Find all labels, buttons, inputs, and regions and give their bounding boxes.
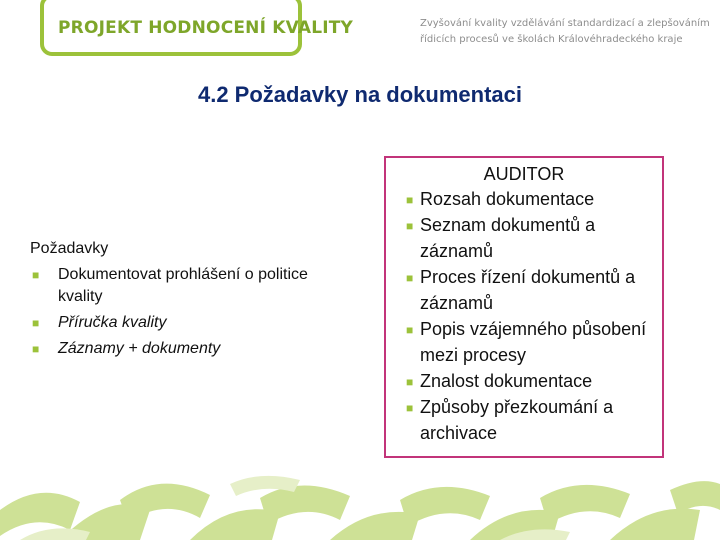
list-item-label: Způsoby přezkoumání a archivace <box>420 397 614 443</box>
decorative-green-pattern <box>0 440 720 540</box>
list-item <box>406 212 654 264</box>
square-bullet-icon: ■ <box>406 323 414 337</box>
requirements-list <box>30 264 350 360</box>
list-item-label: Seznam dokumentů a záznamů <box>420 215 596 261</box>
requirements-block <box>30 238 350 360</box>
list-item-label: Dokumentovat prohlášení o politice kvality <box>58 266 308 305</box>
requirements-heading: Požadavky <box>30 240 109 257</box>
project-logo <box>40 0 354 56</box>
list-item <box>406 394 654 446</box>
list-item-label: Proces řízení dokumentů a záznamů <box>420 267 636 313</box>
square-bullet-icon: ■ <box>406 375 414 389</box>
header-tagline <box>420 16 710 48</box>
slide-title: 4.2 Požadavky na dokumentaci <box>197 82 523 107</box>
list-item <box>30 312 350 334</box>
list-item-label: Popis vzájemného působení mezi procesy <box>420 319 647 365</box>
tagline-line: Zvyšování kvality vzdělávání standardizací a zlepšováním <box>420 18 710 29</box>
list-item-label: Příručka kvality <box>58 314 167 331</box>
auditor-list <box>386 186 662 446</box>
list-item-label: Rozsah dokumentace <box>420 189 595 209</box>
square-bullet-icon: ■ <box>32 316 40 330</box>
list-item <box>406 264 654 316</box>
square-bullet-icon: ■ <box>406 219 414 233</box>
logo-text: PROJEKT HODNOCENÍ KVALITY <box>58 18 354 38</box>
square-bullet-icon: ■ <box>406 271 414 285</box>
list-item <box>406 368 654 394</box>
list-item <box>30 264 350 308</box>
square-bullet-icon: ■ <box>32 342 40 356</box>
tagline-line: řídicích procesů ve školách Královéhradeckého kraje <box>420 34 683 45</box>
auditor-box <box>384 156 664 458</box>
list-item-label: Záznamy + dokumenty <box>58 340 221 357</box>
list-item <box>30 338 350 360</box>
square-bullet-icon: ■ <box>406 193 414 207</box>
list-item <box>406 186 654 212</box>
auditor-heading: AUDITOR <box>483 164 565 184</box>
list-item <box>406 316 654 368</box>
square-bullet-icon: ■ <box>406 401 414 415</box>
square-bullet-icon: ■ <box>32 268 40 282</box>
list-item-label: Znalost dokumentace <box>420 371 593 391</box>
